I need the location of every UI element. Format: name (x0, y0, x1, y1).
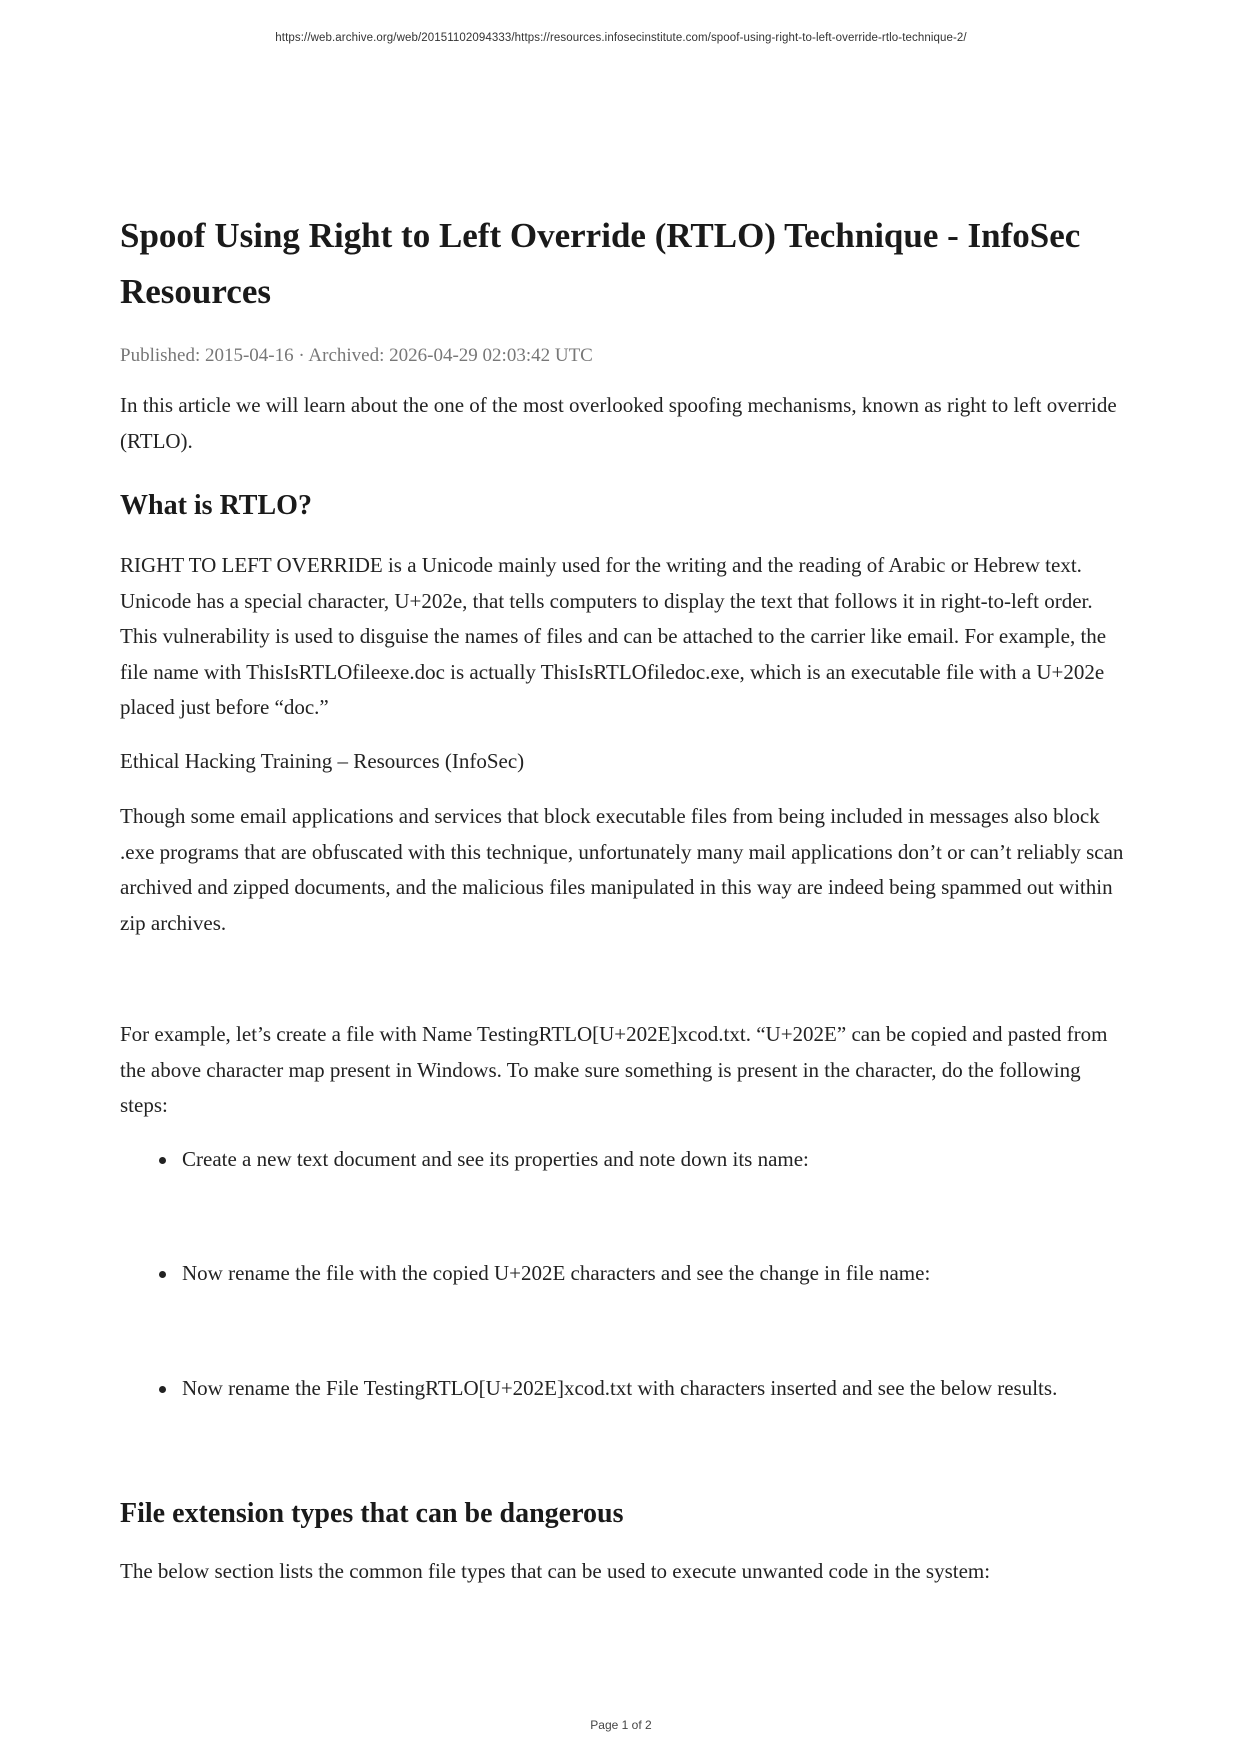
page-title: Spoof Using Right to Left Override (RTLO) Technique - InfoSec Resources (120, 216, 1081, 311)
list-item: Now rename the File TestingRTLO[U+202E]xcod.txt with characters inserted and see the below results. (120, 1371, 1130, 1406)
training-link-text: Ethical Hacking Training – Resources (InfoSec) (120, 748, 525, 773)
section-heading-what-is-rtlo: What is RTLO? (120, 490, 312, 521)
example-paragraph: For example, let’s create a file with Name TestingRTLO[U+202E]xcod.txt. “U+202E” can be copied and pasted from the above character map present in Windows. To make sure something is present in the character, do the following steps: (120, 1022, 1108, 1117)
list-item: Create a new text document and see its properties and note down its name: (120, 1142, 1130, 1177)
publish-meta: Published: 2015-04-16 · Archived: 2026-04-29 02:03:42 UTC (120, 345, 593, 366)
page-number: Page 1 of 2 (590, 1718, 652, 1732)
list-item: Now rename the file with the copied U+202E characters and see the change in file name: (120, 1256, 1130, 1291)
section-heading-dangerous-extensions: File extension types that can be dangerous (120, 1497, 624, 1529)
article (120, 208, 1130, 1589)
rtlo-definition-paragraph: RIGHT TO LEFT OVERRIDE is a Unicode mainly used for the writing and the reading of Arabic or Hebrew text. Unicode has a special character, U+202e, that tells computers to display the text that follows it in right-to-left order. This vulnerability is used to disguise the names of files and can be attached to the carrier like email. For example, the file name with ThisIsRTLOfileexe.doc is actually ThisIsRTLOfiledoc.exe, which is an executable file with a U+202e placed just before “doc.” (120, 553, 1107, 719)
email-filtering-paragraph: Though some email applications and services that block executable files from being included in messages also block .exe programs that are obfuscated with this technique, unfortunately many mail applications don’t or can’t reliably scan archived and zipped documents, and the malicious files manipulated in this way are indeed being spammed out within zip archives. (120, 804, 1124, 935)
archive-url: https://web.archive.org/web/20151102094333/https://resources.infosecinstitute.com/spoof-using-right-to-left-override-rtlo-technique-2/ (275, 32, 967, 44)
intro-paragraph: In this article we will learn about the one of the most overlooked spoofing mechanisms, known as right to left override (RTLO). (120, 393, 1117, 453)
steps-list (120, 1142, 1130, 1406)
file-types-paragraph: The below section lists the common file types that can be used to execute unwanted code in the system: (120, 1558, 991, 1583)
